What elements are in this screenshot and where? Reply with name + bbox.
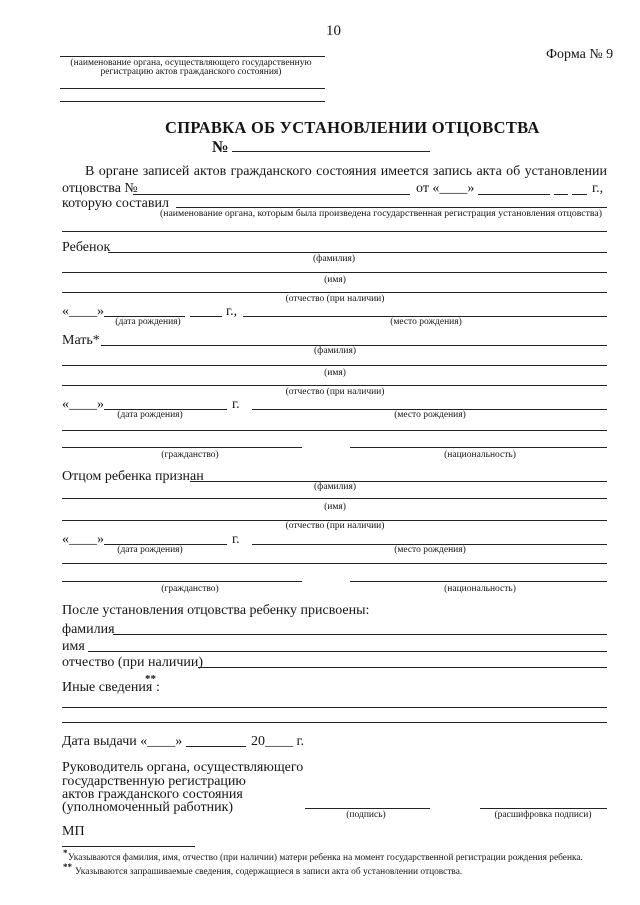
record-month-line — [478, 194, 550, 195]
form-number-label: Форма № 9 — [546, 47, 614, 62]
assigned-heading: После установления отцовства ребенку присвоены: — [62, 603, 370, 618]
signatory-title: актов гражданского состояния — [62, 787, 243, 802]
compiled-by-line — [62, 231, 607, 232]
other-info-label: Иные сведения — [62, 680, 153, 695]
certificate-number-line — [232, 151, 430, 152]
other-info-line — [62, 707, 607, 708]
child-label: Ребенок — [62, 240, 111, 255]
signature-line — [305, 808, 430, 809]
father-name-caption: (имя) — [324, 502, 346, 512]
mother-citizenship-line — [62, 447, 302, 448]
issue-month-line — [186, 746, 246, 747]
mother-citizenship-caption: (гражданство) — [161, 450, 219, 460]
compiled-by-label: которую составил — [62, 196, 169, 211]
child-birth-place-caption: (место рождения) — [390, 317, 462, 327]
other-info-colon: : — [156, 680, 160, 695]
mother-nationality-caption: (национальность) — [444, 450, 516, 460]
issue-date-label: Дата выдачи «____» — [62, 734, 183, 749]
child-patronymic-caption: (отчество (при наличии) — [285, 294, 385, 304]
father-citizenship-caption: (гражданство) — [161, 584, 219, 594]
father-patronymic-caption: (отчество (при наличии) — [285, 521, 385, 531]
footnote-marker: * — [63, 848, 68, 858]
assigned-patronymic-label: отчество (при наличии) — [62, 655, 204, 670]
page-number: 10 — [326, 23, 341, 39]
mother-patronymic-caption: (отчество (при наличии) — [285, 387, 385, 397]
child-birth-year-suffix: г., — [226, 304, 238, 319]
father-nationality-line — [350, 581, 607, 582]
record-year-line — [554, 194, 568, 195]
assigned-surname-line — [113, 634, 607, 635]
signatory-title: государственную регистрацию — [62, 774, 246, 789]
father-birth-place-caption: (место рождения) — [394, 545, 466, 555]
mother-name-line — [62, 365, 607, 366]
mother-name-caption: (имя) — [324, 368, 346, 378]
father-birth-day: «____» — [62, 532, 104, 547]
father-citizenship-line — [62, 581, 302, 582]
issuer-line — [60, 56, 325, 57]
child-birth-year-line — [190, 316, 222, 317]
mother-nationality-line — [350, 447, 607, 448]
mother-birth-place-caption: (место рождения) — [394, 410, 466, 420]
issuer-caption: (наименование органа, осуществляющего государственную — [70, 58, 312, 68]
child-birth-day: «____» — [62, 304, 104, 319]
mother-label: Мать* — [62, 333, 100, 348]
father-label: Отцом ребенка признан — [62, 469, 204, 484]
assigned-surname-label: фамилия — [62, 622, 115, 637]
father-surname-line — [190, 481, 607, 482]
assigned-patronymic-line — [198, 667, 607, 668]
mother-surname-caption: (фамилия) — [314, 346, 356, 356]
footnote-text: Указываются запрашиваемые сведения, содержащиеся в записи акта об установлении отцовства. — [75, 867, 463, 877]
assigned-name-label: имя — [62, 639, 85, 654]
father-birth-year-suffix: г. — [232, 532, 240, 547]
assigned-name-line — [88, 651, 607, 652]
signatory-title: (уполномоченный работник) — [62, 800, 234, 815]
issuer-line — [60, 101, 325, 102]
document-title: СПРАВКА ОБ УСТАНОВЛЕНИИ ОТЦОВСТВА — [165, 118, 540, 137]
child-surname-line — [108, 252, 607, 253]
record-date-label: от «____» — [416, 181, 475, 196]
father-surname-caption: (фамилия) — [314, 482, 356, 492]
certificate-number-label: № — [212, 137, 229, 156]
child-patronymic-line — [62, 292, 607, 293]
mother-birth-date-caption: (дата рождения) — [117, 410, 183, 420]
father-birth-date-caption: (дата рождения) — [117, 545, 183, 555]
father-name-line — [62, 498, 607, 499]
father-birth-place-line — [62, 563, 607, 564]
seal-label: МП — [62, 824, 85, 839]
intro-text: В органе записей актов гражданского состояния имеется запись акта об установлении — [85, 164, 607, 179]
father-nationality-caption: (национальность) — [444, 584, 516, 594]
mother-birth-place-line — [62, 430, 607, 431]
mother-birth-day: «____» — [62, 397, 104, 412]
child-birth-date-caption: (дата рождения) — [115, 317, 181, 327]
compiled-by-caption: (наименование органа, которым была произведена государственная регистрация установления отцовства) — [159, 208, 603, 219]
mother-patronymic-line — [62, 385, 607, 386]
record-year-suffix: г., — [592, 181, 604, 196]
issuer-caption: регистрацию актов гражданского состояния) — [100, 67, 282, 77]
issuer-line — [60, 88, 325, 89]
child-name-line — [62, 272, 607, 273]
footnote-marker: ** — [63, 862, 72, 872]
footnote-text: Указываются фамилия, имя, отчество (при наличии) матери ребенка на момент государственной регистрации рождения ребенка. — [68, 853, 583, 863]
issue-year: 20____ г. — [251, 734, 305, 749]
signature-decoding-caption: (расшифровка подписи) — [494, 810, 592, 820]
other-info-line — [62, 722, 607, 723]
child-surname-caption: (фамилия) — [313, 254, 355, 264]
record-number-line — [133, 194, 410, 195]
signatory-title: Руководитель органа, осуществляющего — [62, 760, 304, 775]
other-info-footnote-marker: ** — [145, 673, 156, 685]
footnote-separator — [62, 846, 195, 847]
child-name-caption: (имя) — [324, 275, 346, 285]
signature-decoding-line — [480, 808, 607, 809]
signature-caption: (подпись) — [346, 810, 386, 820]
record-number-label: отцовства № — [62, 181, 138, 196]
record-year-line — [572, 194, 587, 195]
mother-birth-year-suffix: г. — [232, 397, 240, 412]
